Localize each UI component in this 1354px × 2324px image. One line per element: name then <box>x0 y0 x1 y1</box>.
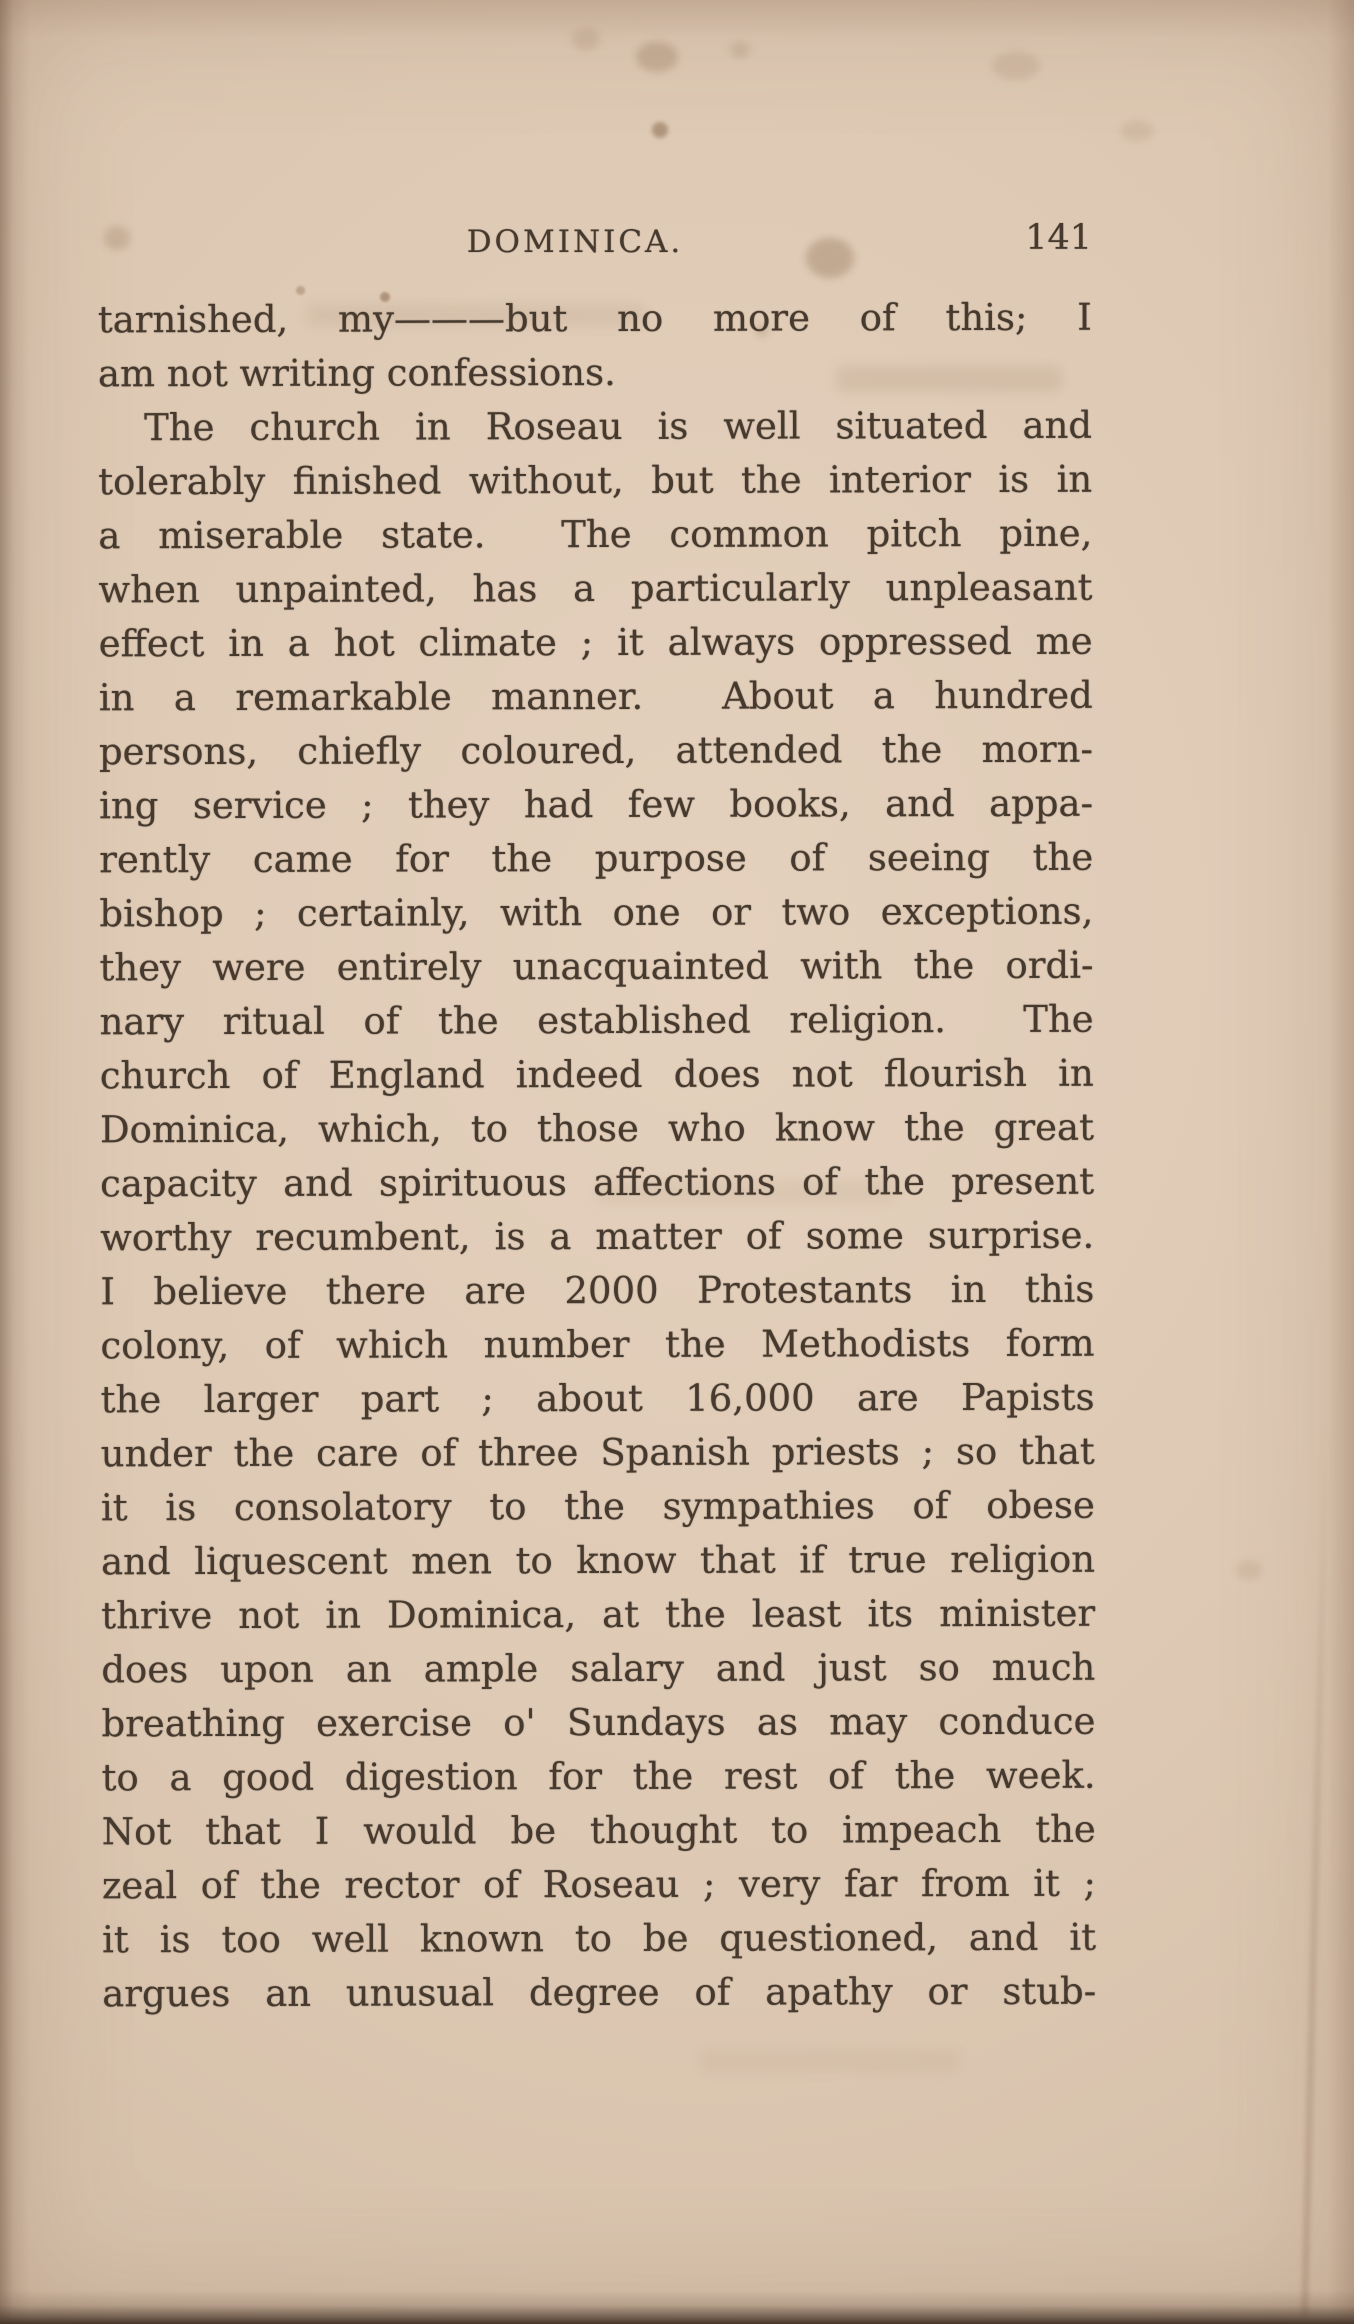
text-line: tarnished, my———but no more of this; I <box>97 295 1092 342</box>
text-line: Not that I would be thought to impeach the <box>101 1807 1096 1854</box>
foxing-spot <box>1236 1560 1262 1580</box>
page-crease <box>1302 1420 1329 2316</box>
scan-right-edge <box>1328 0 1354 2324</box>
text-line: colony, of which number the Methodists form <box>100 1321 1095 1368</box>
text-line: ing service ; they had few books, and appa- <box>99 781 1094 828</box>
text-line: The church in Roseau is well situated and <box>144 403 1093 450</box>
text-line: argues an unusual degree of apathy or stub- <box>102 1969 1097 2016</box>
text-line: persons, chiefly coloured, attended the morn- <box>98 727 1093 774</box>
text-line: I believe there are 2000 Protestants in this <box>100 1267 1095 1314</box>
foxing-spot <box>1120 120 1154 142</box>
foxing-spot <box>992 52 1040 80</box>
text-line: a miserable state. The common pitch pine, <box>98 511 1093 558</box>
page-number: 141 <box>1025 218 1092 258</box>
page-header <box>100 218 1094 266</box>
text-line: it is too well known to be questioned, and it <box>101 1915 1097 1962</box>
text-line: does upon an ample salary and just so much <box>101 1645 1096 1692</box>
text-line: it is consolatory to the sympathies of obese <box>100 1483 1095 1530</box>
text-line: worthy recumbent, is a matter of some surprise. <box>100 1213 1095 1260</box>
text-line: capacity and spirituous affections of the present <box>100 1159 1095 1206</box>
text-line: zeal of the rector of Roseau ; very far from it ; <box>101 1861 1096 1908</box>
text-line: Dominica, which, to those who know the great <box>99 1105 1094 1152</box>
text-line: and liquescent men to know that if true religion <box>101 1537 1096 1584</box>
foxing-spot <box>730 42 750 58</box>
text-line: bishop ; certainly, with one or two exceptions, <box>99 889 1094 936</box>
ink-showthrough <box>700 2050 960 2072</box>
text-line: breathing exercise o' Sundays as may conduce <box>101 1699 1096 1746</box>
foxing-spot <box>572 28 600 50</box>
text-line: the larger part ; about 16,000 are Papists <box>100 1375 1095 1422</box>
text-line: they were entirely unacquainted with the ordi- <box>99 943 1094 990</box>
scan-left-edge <box>0 0 30 2324</box>
text-line: thrive not in Dominica, at the least its minister <box>101 1591 1096 1638</box>
running-title: DOMINICA. <box>466 224 684 260</box>
text-line: effect in a hot climate ; it always oppressed me <box>98 619 1093 666</box>
text-line: nary ritual of the established religion. The <box>99 997 1094 1044</box>
text-line: to a good digestion for the rest of the week. <box>101 1753 1096 1800</box>
foxing-spot <box>636 42 678 72</box>
text-line: rently came for the purpose of seeing the <box>99 835 1094 882</box>
text-line: am not writing confessions. <box>97 350 616 396</box>
scan-bottom-edge <box>0 2290 1354 2324</box>
foxing-spot <box>652 122 668 138</box>
text-line: under the care of three Spanish priests ; so that <box>100 1429 1095 1476</box>
page-body-text <box>98 291 1097 2022</box>
scan-top-edge <box>0 0 1354 38</box>
text-line: church of England indeed does not flourish in <box>99 1051 1094 1098</box>
text-line: tolerably finished without, but the interior is in <box>98 457 1093 504</box>
text-line: in a remarkable manner. About a hundred <box>98 673 1093 720</box>
text-line: when unpainted, has a particularly unpleasant <box>98 565 1093 612</box>
